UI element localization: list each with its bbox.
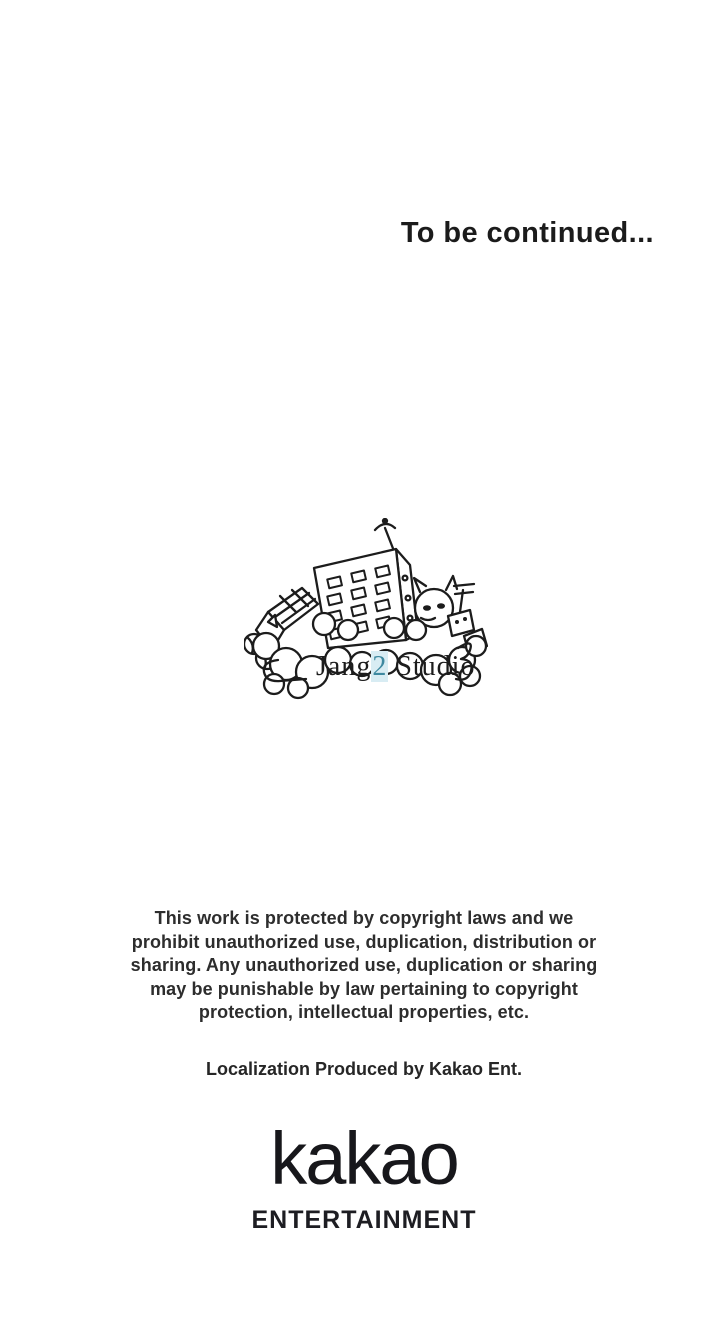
copyright-line: sharing. Any unauthorized use, duplication or sharing bbox=[130, 955, 598, 975]
copyright-line: protection, intellectual properties, etc. bbox=[198, 1002, 530, 1022]
copyright-line: prohibit unauthorized use, duplication, distribution or bbox=[131, 931, 597, 952]
studio-name-studio: Studio bbox=[388, 651, 476, 682]
localization-credit: Localization Produced by Kakao Ent. bbox=[205, 1059, 523, 1079]
to-be-continued-text: To be continued... bbox=[400, 217, 654, 249]
kakao-wordmark: kakao bbox=[270, 1117, 458, 1200]
studio-name-two: 2 bbox=[372, 651, 388, 682]
copyright-notice bbox=[0, 907, 728, 1025]
studio-name-jang: Jang bbox=[316, 651, 372, 682]
copyright-line: This work is protected by copyright laws and we bbox=[154, 908, 574, 928]
studio-name bbox=[316, 652, 475, 682]
jang2-studio-logo bbox=[244, 518, 488, 700]
kakao-entertainment-label: ENTERTAINMENT bbox=[251, 1206, 477, 1234]
copyright-line: may be punishable by law pertaining to copyright bbox=[150, 978, 578, 999]
